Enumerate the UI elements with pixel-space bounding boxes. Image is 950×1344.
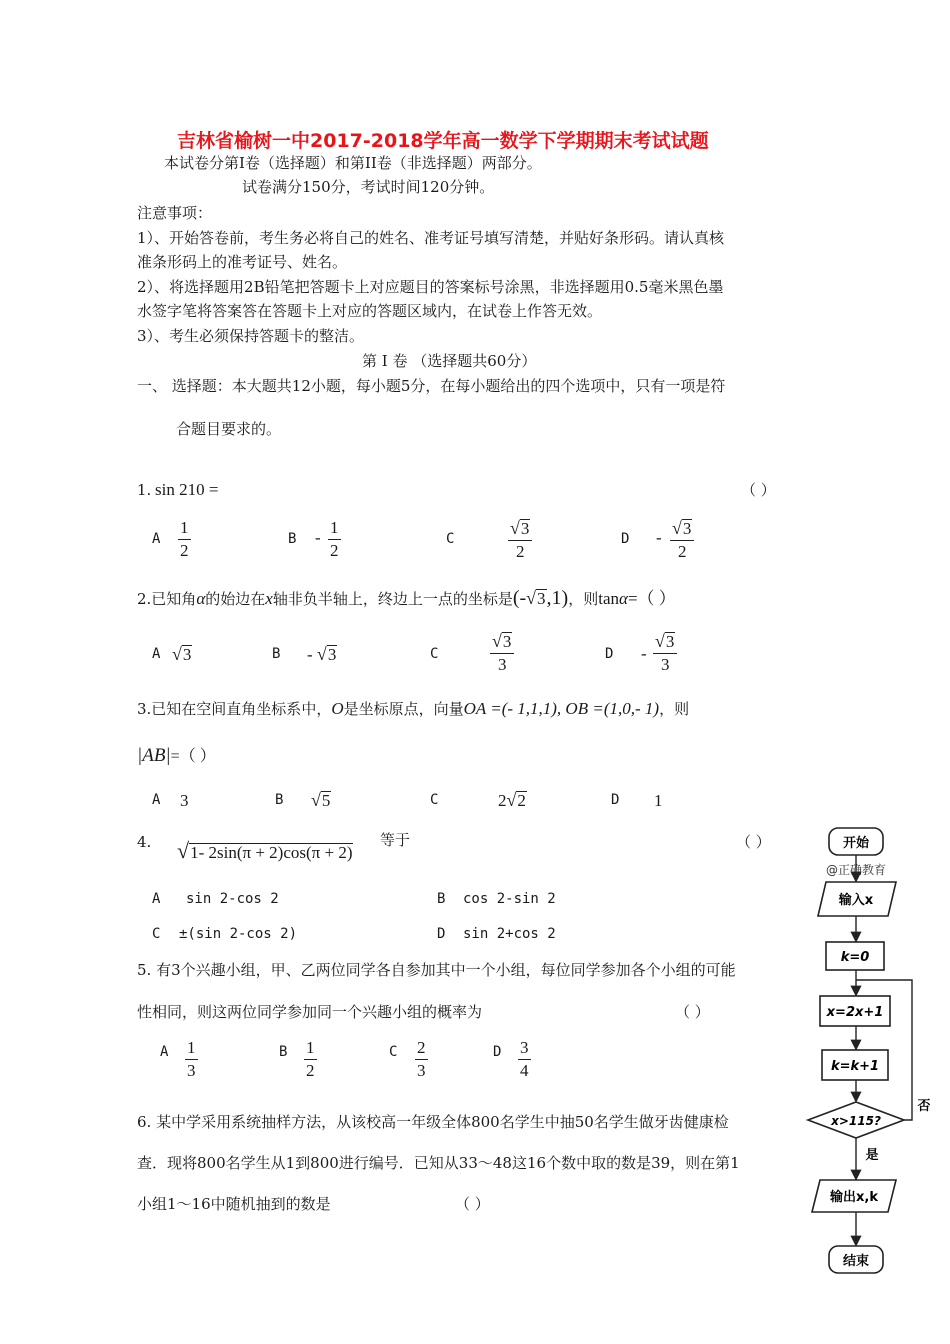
q3-option-b-value: √5 — [311, 790, 331, 810]
q6-line-2: 查．现将800名学生从1到800进行编号．已知从33～48这16个数中取的数是39，则在第1 — [137, 1154, 740, 1172]
q1-option-b-fraction: $\frac{1}{2}$ — [330, 518, 339, 560]
q4-option-c-label: C — [152, 926, 161, 942]
section-instructions-2: 合题目要求的。 — [176, 420, 282, 438]
q5-line-1: 5. 有3个兴趣小组，甲、乙两位同学各自参加其中一个小组，每位同学参加各个小组的可能 — [137, 961, 736, 979]
q4-option-b-value: cos 2-sin 2 — [463, 891, 556, 907]
q4-radical: √1- 2sin(π + 2)cos(π + 2) — [177, 838, 353, 863]
flowchart-incr-label: k=k+1 — [830, 1059, 880, 1074]
note-1b: 准条形码上的准考证号、姓名。 — [137, 253, 348, 271]
q3-option-a-value: 3 — [180, 791, 189, 810]
q2-option-a-label: A — [152, 646, 161, 662]
q3-option-d-label: D — [611, 792, 620, 808]
flowchart-start-label: 开始 — [842, 836, 870, 851]
q1-expression: sin 210 = — [155, 480, 219, 499]
flowchart-yes-label: 是 — [865, 1148, 879, 1163]
q4-option-b-label: B — [437, 891, 446, 907]
note-3: 3）、考生必须保持答题卡的整洁。 — [137, 327, 365, 345]
q3-option-c-label: C — [430, 792, 439, 808]
q5-option-c-label: C — [389, 1044, 398, 1060]
flowchart-assign-label: x=2x+1 — [826, 1005, 884, 1020]
page-title: 吉林省榆树一中2017-2018学年高一数学下学期期末考试试题 — [177, 130, 709, 152]
q4-number: 4. — [137, 833, 152, 851]
q5-option-c-fraction: $\frac{2}{3}$ — [417, 1038, 426, 1080]
intro-line-1: 本试卷分第Ⅰ卷（选择题）和第II卷（非选择题）两部分。 — [164, 154, 542, 172]
q1-option-b-sign: - — [315, 528, 321, 547]
q4-option-a-value: sin 2-cos 2 — [186, 891, 279, 907]
flowchart-init-label: k=0 — [840, 950, 870, 965]
q1-option-d-label: D — [621, 531, 630, 547]
q2-option-c-label: C — [430, 646, 439, 662]
intro-line-2: 试卷满分150分，考试时间120分钟。 — [242, 178, 495, 196]
q5-answer-paren: （ ） — [675, 1003, 710, 1021]
q4-option-a-label: A — [152, 891, 161, 907]
flowchart-watermark: @正确教育 — [825, 863, 887, 877]
q1-answer-paren: （ ） — [741, 481, 776, 499]
q4-answer-paren: （ ） — [736, 833, 771, 851]
q1-option-c-fraction: $\frac{√3}{2}$ — [508, 517, 532, 563]
section-heading: 第 Ⅰ 卷 （选择题共60分） — [362, 352, 537, 370]
q5-option-b-label: B — [279, 1044, 288, 1060]
q2-option-d-fraction: $\frac{√3}{3}$ — [653, 630, 677, 676]
note-2b: 水签字笔将答案答在答题卡上对应的答题区域内，在试卷上作答无效。 — [137, 302, 603, 320]
q3-option-b-label: B — [275, 792, 284, 808]
q4-text: 等于 — [380, 831, 411, 849]
q4-option-d-label: D — [437, 926, 446, 942]
note-1a: 1）、开始答卷前，考生务必将自己的姓名、准考证号填写清楚，并贴好条形码。请认真核 — [137, 229, 725, 247]
q1-option-d-fraction: $\frac{√3}{2}$ — [670, 517, 694, 563]
flowchart-decision-label: x>115? — [831, 1114, 881, 1128]
q2-option-c-fraction: $\frac{√3}{3}$ — [490, 630, 514, 676]
q2-option-d-sign: - — [641, 644, 647, 663]
section-instructions-1: 一、 选择题：本大题共12小题，每小题5分，在每小题给出的四个选项中，只有一项是符 — [137, 377, 726, 395]
q3-option-a-label: A — [152, 792, 161, 808]
flowchart-output-label: 输出x,k — [830, 1190, 878, 1205]
q2-stem: 2.已知角α的始边在x轴非负半轴上，终边上一点的坐标是(-√3,1)，则tanα=（ ） — [137, 587, 676, 609]
q6-answer-paren: （ ） — [455, 1195, 490, 1213]
q1-option-b-label: B — [288, 531, 297, 547]
q1-option-d-sign: - — [656, 528, 662, 547]
q2-option-a-value: √3 — [172, 644, 192, 664]
notes-heading: 注意事项： — [137, 204, 213, 222]
q1-option-a-label: A — [152, 531, 161, 547]
q4-option-d-value: sin 2+cos 2 — [463, 926, 556, 942]
q2-option-b-value: - √3 — [307, 644, 337, 664]
q4-option-c-value: ±(sin 2-cos 2) — [179, 926, 298, 942]
q5-option-a-fraction: $\frac{1}{3}$ — [187, 1038, 196, 1080]
q5-option-d-fraction: $\frac{3}{4}$ — [520, 1038, 529, 1080]
q3-option-d-value: 1 — [654, 791, 663, 810]
q1-option-c-label: C — [446, 531, 455, 547]
q1-option-a-fraction: $\frac{1}{2}$ — [180, 518, 189, 560]
flowchart-end-label: 结束 — [842, 1254, 870, 1269]
q3-stem: 3.已知在空间直角坐标系中，O是坐标原点，向量OA =(- 1,1,1), OB =(1,0,- 1)，则 — [137, 699, 690, 718]
q5-option-a-label: A — [160, 1044, 169, 1060]
q3-ab-magnitude: |AB|=（ ） — [137, 745, 216, 766]
note-2a: 2）、将选择题用2B铅笔把答题卡上对应题目的答案标号涂黑，非选择题用0.5毫米黑色墨 — [137, 278, 724, 296]
flowchart-no-label: 否 — [917, 1099, 931, 1114]
q5-option-d-label: D — [493, 1044, 502, 1060]
q3-option-c-value: 2√2 — [498, 790, 526, 810]
flowchart-input-label: 输入x — [838, 893, 874, 908]
q5-line-2: 性相同，则这两位同学参加同一个兴趣小组的概率为 — [137, 1003, 483, 1021]
flowchart — [800, 820, 940, 1290]
q1-number: 1. — [137, 481, 152, 499]
q2-option-d-label: D — [605, 646, 614, 662]
q6-line-1: 6. 某中学采用系统抽样方法，从该校高一年级全体800名学生中抽50名学生做牙齿健康检 — [137, 1113, 729, 1131]
q6-line-3: 小组1～16中随机抽到的数是 — [137, 1195, 331, 1213]
q5-option-b-fraction: $\frac{1}{2}$ — [306, 1038, 315, 1080]
q2-option-b-label: B — [272, 646, 281, 662]
